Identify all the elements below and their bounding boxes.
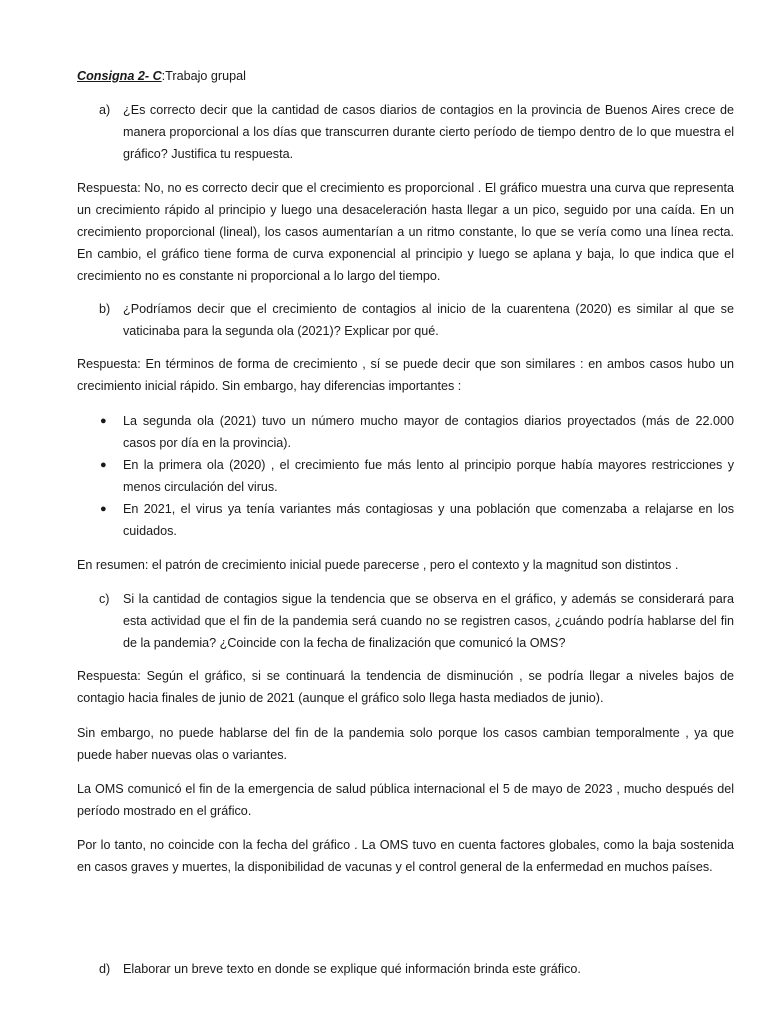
answer-b-bullet-2 [77,454,734,498]
answer-c-paragraph-4: Por lo tanto, no coincide con la fecha del gráfico . La OMS tuvo en cuenta factores globales, como la baja sostenida en casos graves y muertes, la disponibilidad de vacunas y el control general de la enfermedad en muchos países. [77,838,734,874]
question-a-text: ¿Es correcto decir que la cantidad de casos diarios de contagios en la provincia de Buenos Aires crece de manera proporcional a los días que transcurren durante cierto período de tiempo dentro de lo que muestra el gráfico? Justifica tu respuesta. [123,103,734,161]
question-a-marker: a) [99,103,111,117]
answer-c-paragraph-1: Respuesta: Según el gráfico, si se continuará la tendencia de disminución , se podría llegar a niveles bajos de contagio hacia finales de junio de 2021 (aunque el gráfico solo llega hasta mediados de junio). [77,669,734,705]
question-a [77,99,734,165]
question-b [77,298,734,342]
answer-b-bullet-3-text: En 2021, el virus ya tenía variantes más contagiosas y una población que comenzaba a relajarse en los cuidados. [123,502,734,538]
question-d-text: Elaborar un breve texto en donde se explique qué información brinda este gráfico. [123,962,581,976]
answer-c-paragraph-2: Sin embargo, no puede hablarse del fin de la pandemia solo porque los casos cambian temporalmente , ya que puede haber nuevas olas o variantes. [77,726,734,762]
question-c-text: Si la cantidad de contagios sigue la tendencia que se observa en el gráfico, y además se considerará para esta actividad que el fin de la pandemia será cuando no se registren casos, ¿cuándo podría hablarse del fin de la pandemia? ¿Coincide con la fecha de finalización que comunicó la OMS? [123,592,734,650]
answer-b-summary: En resumen: el patrón de crecimiento inicial puede parecerse , pero el contexto y la magnitud son distintos . [77,558,679,572]
answer-b-bullet-2-text: En la primera ola (2020) , el crecimiento fue más lento al principio porque había mayores restricciones y menos circulación del virus. [123,458,734,494]
answer-b-bullet-3 [77,498,734,542]
assignment-heading-rest: :Trabajo grupal [161,69,246,83]
answer-a: Respuesta: No, no es correcto decir que el crecimiento es proporcional . El gráfico muestra una curva que representa un crecimiento rápido al principio y luego una desaceleración hasta llegar a un pico, seguido por una caída. En un crecimiento proporcional (lineal), los casos aumentarían a un ritmo constante, lo que se vería como una línea recta. En cambio, el gráfico tiene forma de curva exponencial al principio y luego se aplana y baja, lo que indica que el crecimiento no es constante ni proporcional a lo largo del tiempo. [77,181,734,283]
answer-c-paragraph-3: La OMS comunicó el fin de la emergencia de salud pública internacional el 5 de mayo de 2023 , mucho después del período mostrado en el gráfico. [77,782,734,818]
question-c-marker: c) [99,592,110,606]
bullet-dot-icon: ● [100,503,107,515]
bullet-dot-icon: ● [100,415,107,427]
answer-b-bullet-1 [77,410,734,454]
assignment-heading [77,65,246,87]
assignment-heading-label: Consigna 2- C [77,69,162,83]
bullet-dot-icon: ● [100,459,107,471]
answer-b-bullet-1-text: La segunda ola (2021) tuvo un número mucho mayor de contagios diarios proyectados (más de 22.000 casos por día en la provincia). [123,414,734,450]
question-d [77,958,734,980]
answer-b-intro: Respuesta: En términos de forma de crecimiento , sí se puede decir que son similares : en ambos casos hubo un crecimiento inicial rápido. Sin embargo, hay diferencias importantes : [77,357,734,393]
question-d-marker: d) [99,962,111,976]
question-c [77,588,734,654]
question-b-marker: b) [99,302,111,316]
question-b-text: ¿Podríamos decir que el crecimiento de contagios al inicio de la cuarentena (2020) es similar al que se vaticinaba para la segunda ola (2021)? Explicar por qué. [123,302,734,338]
